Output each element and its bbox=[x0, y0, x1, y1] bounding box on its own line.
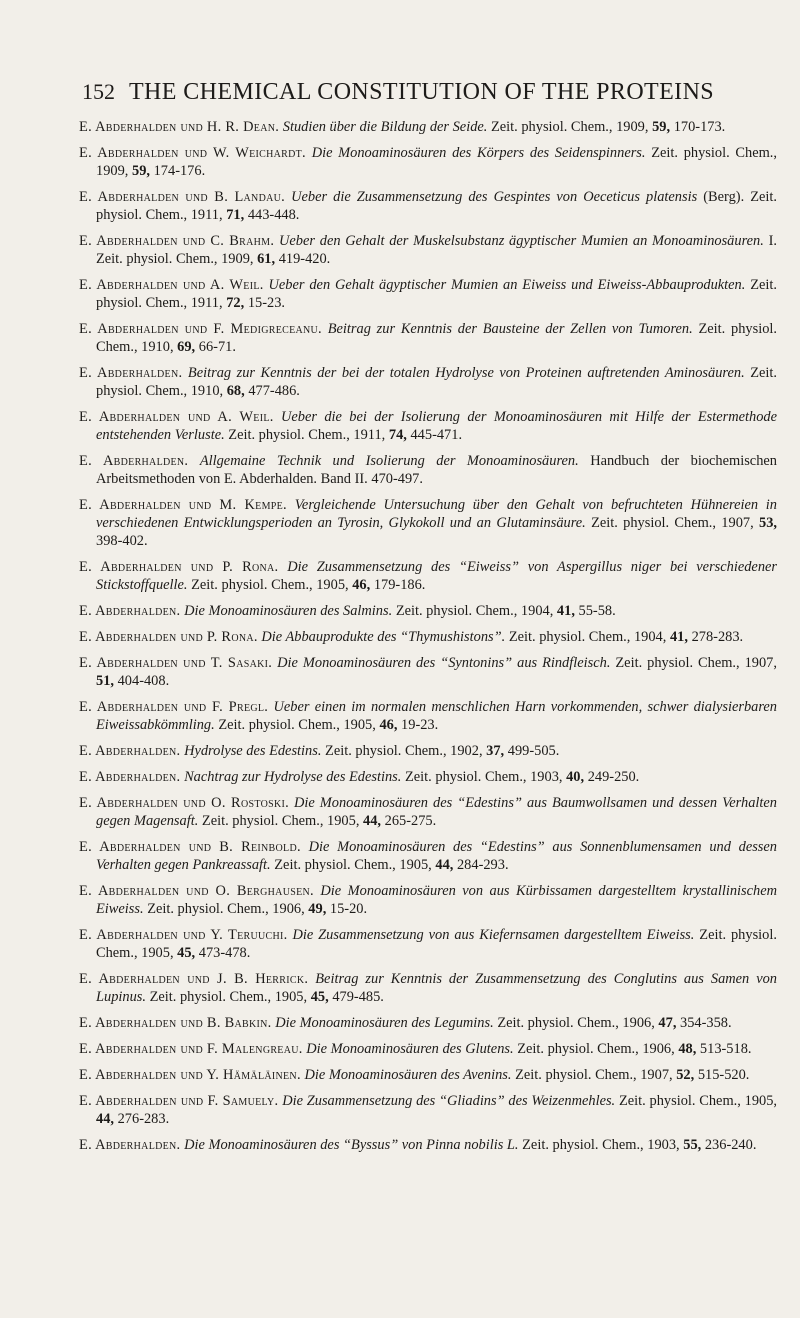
reference-volume: 48, bbox=[678, 1041, 697, 1057]
reference-pages: 515-520. bbox=[697, 1067, 750, 1083]
reference-title: Nachtrag zur Hydrolyse des Edestins. bbox=[184, 769, 402, 785]
reference-pages: 445-471. bbox=[410, 427, 463, 443]
reference-authors: E. Abderhalden und B. Landau. bbox=[79, 189, 286, 205]
reference-volume: 61, bbox=[257, 251, 276, 267]
reference-authors: E. Abderhalden. bbox=[79, 453, 189, 469]
reference-volume: 44, bbox=[435, 857, 454, 873]
reference-entry bbox=[79, 276, 777, 312]
reference-volume: 53, bbox=[759, 515, 777, 531]
reference-entry bbox=[79, 1092, 777, 1128]
reference-authors: E. Abderhalden und Y. Teruuchi. bbox=[79, 927, 288, 943]
reference-entry bbox=[79, 1014, 777, 1032]
reference-title: Ueber den Gehalt ägyptischer Mumien an Eiweiss und Eiweiss-Abbauprodukten. bbox=[268, 277, 746, 293]
reference-volume: 71, bbox=[226, 207, 245, 223]
reference-title: Die Monoaminosäuren des “Byssus” von Pinna nobilis L. bbox=[184, 1137, 519, 1153]
reference-pages: 398-402. bbox=[96, 533, 148, 549]
reference-authors: E. Abderhalden. bbox=[79, 743, 181, 759]
reference-entry bbox=[79, 882, 777, 918]
reference-volume: 59, bbox=[652, 119, 671, 135]
reference-title: Allgemaine Technik und Isolierung der Monoaminosäuren. bbox=[199, 453, 579, 469]
reference-journal: Zeit. physiol. Chem., 1910, bbox=[96, 365, 777, 399]
reference-journal: Zeit. physiol. Chem., 1909, bbox=[96, 145, 777, 179]
reference-volume: 46, bbox=[352, 577, 371, 593]
reference-entry bbox=[79, 628, 777, 646]
reference-journal: Zeit. physiol. Chem., 1906, bbox=[497, 1015, 655, 1031]
reference-journal: Zeit. physiol. Chem., 1905, bbox=[218, 717, 376, 733]
page-number: 152 bbox=[82, 79, 115, 104]
reference-entry bbox=[79, 364, 777, 400]
reference-authors: E. Abderhalden und F. Samuely. bbox=[79, 1093, 279, 1109]
reference-entry bbox=[79, 654, 777, 690]
reference-journal: Zeit. physiol. Chem., 1905, bbox=[149, 989, 308, 1005]
reference-pages: 419-420. bbox=[278, 251, 331, 267]
reference-journal: Handbuch der biochemischen Arbeitsmethoden von E. Abderhalden. Band II. bbox=[96, 453, 777, 487]
reference-pages: 284-293. bbox=[456, 857, 509, 873]
reference-pages: 170-173. bbox=[673, 119, 726, 135]
reference-authors: E. Abderhalden und P. Rona. bbox=[79, 559, 279, 575]
reference-pages: 470-497. bbox=[371, 471, 423, 487]
reference-volume: 69, bbox=[177, 339, 196, 355]
reference-volume: 41, bbox=[669, 629, 688, 645]
reference-volume: 44, bbox=[96, 1111, 114, 1127]
reference-volume: 68, bbox=[226, 383, 245, 399]
reference-pages: 479-485. bbox=[332, 989, 384, 1005]
reference-title: Vergleichende Untersuchung über den Gehalt von befruchteten Hühnereien in verschiedenen Entwicklungsperioden an Tyrosin, Glykokoll und an Glutaminsäure. bbox=[96, 497, 777, 531]
reference-pages: 236-240. bbox=[704, 1137, 757, 1153]
reference-pages: 66-71. bbox=[198, 339, 236, 355]
reference-journal: Zeit. physiol. Chem., 1905, bbox=[274, 857, 432, 873]
reference-volume: 45, bbox=[310, 989, 329, 1005]
reference-entry bbox=[79, 320, 777, 356]
reference-pages: 477-486. bbox=[248, 383, 300, 399]
reference-journal: Zeit. physiol. Chem., 1905, bbox=[96, 927, 777, 961]
reference-authors: E. Abderhalden und W. Weichardt. bbox=[79, 145, 306, 161]
reference-authors: E. Abderhalden. bbox=[79, 365, 183, 381]
reference-title: Die Zusammensetzung von aus Kiefernsamen dargestelltem Eiweiss. bbox=[292, 927, 695, 943]
reference-authors: E. Abderhalden und Y. Hämäläinen. bbox=[79, 1067, 301, 1083]
reference-title: Hydrolyse des Edestins. bbox=[184, 743, 322, 759]
reference-volume: 72, bbox=[226, 295, 245, 311]
reference-title: Die Monoaminosäuren des Glutens. bbox=[306, 1041, 514, 1057]
reference-authors: E. Abderhalden und H. R. Dean. bbox=[79, 119, 280, 135]
reference-title: Die Zusammensetzung des “Eiweiss” von Aspergillus niger bei verschiedener Stickstoffquelle. bbox=[96, 559, 777, 593]
reference-entry bbox=[79, 188, 777, 224]
reference-entry bbox=[79, 558, 777, 594]
reference-journal: Zeit. physiol. Chem., 1904, bbox=[395, 603, 554, 619]
reference-journal: Zeit. physiol. Chem., 1906, bbox=[517, 1041, 675, 1057]
reference-title: Die Monoaminosäuren des “Edestins” aus Sonnenblumensamen und dessen Verhalten gegen Pankreassaft. bbox=[96, 839, 777, 873]
reference-entry bbox=[79, 794, 777, 830]
reference-title: Die Monoaminosäuren des Salmins. bbox=[184, 603, 393, 619]
reference-title: Die Abbauprodukte des “Thymushistons”. bbox=[261, 629, 506, 645]
reference-entry bbox=[79, 602, 777, 620]
reference-volume: 37, bbox=[486, 743, 505, 759]
reference-title: Ueber den Gehalt der Muskelsubstanz ägyptischer Mumien an Monoaminosäuren. bbox=[279, 233, 764, 249]
reference-title: Ueber einen im normalen menschlichen Harn vorkommenden, schwer dialysierbaren Eiweissabkömmling. bbox=[96, 699, 777, 733]
reference-authors: E. Abderhalden und O. Rostoski. bbox=[79, 795, 289, 811]
reference-pages: 15-23. bbox=[247, 295, 285, 311]
reference-journal: (Berg). Zeit. physiol. Chem., 1911, bbox=[96, 189, 777, 223]
reference-entry bbox=[79, 742, 777, 760]
reference-pages: 174-176. bbox=[153, 163, 206, 179]
reference-journal: Zeit. physiol. Chem., 1907, bbox=[515, 1067, 673, 1083]
reference-authors: E. Abderhalden und B. Reinbold. bbox=[79, 839, 301, 855]
reference-title: Die Zusammensetzung des “Gliadins” des Weizenmehles. bbox=[282, 1093, 616, 1109]
reference-pages: 179-186. bbox=[373, 577, 426, 593]
reference-list bbox=[79, 118, 777, 1162]
reference-pages: 404-408. bbox=[117, 673, 170, 689]
reference-entry bbox=[79, 838, 777, 874]
reference-journal: Zeit. physiol. Chem., 1907, bbox=[615, 655, 777, 671]
reference-pages: 265-275. bbox=[384, 813, 437, 829]
reference-journal: Zeit. physiol. Chem., 1902, bbox=[325, 743, 483, 759]
reference-pages: 499-505. bbox=[507, 743, 560, 759]
reference-authors: E. Abderhalden und O. Berghausen. bbox=[79, 883, 314, 899]
reference-journal: Zeit. physiol. Chem., 1907, bbox=[591, 515, 754, 531]
reference-authors: E. Abderhalden und F. Medigreceanu. bbox=[79, 321, 322, 337]
reference-title: Beitrag zur Kenntnis der Bausteine der Zellen von Tumoren. bbox=[327, 321, 693, 337]
reference-authors: E. Abderhalden und A. Weil. bbox=[79, 277, 264, 293]
reference-entry bbox=[79, 1040, 777, 1058]
reference-volume: 51, bbox=[96, 673, 114, 689]
reference-volume: 52, bbox=[676, 1067, 695, 1083]
reference-entry bbox=[79, 232, 777, 268]
reference-pages: 443-448. bbox=[247, 207, 300, 223]
reference-volume: 74, bbox=[388, 427, 407, 443]
reference-pages: 278-283. bbox=[691, 629, 744, 645]
reference-entry bbox=[79, 1136, 777, 1154]
reference-volume: 46, bbox=[379, 717, 398, 733]
reference-pages: 19-23. bbox=[401, 717, 439, 733]
reference-authors: E. Abderhalden und F. Pregl. bbox=[79, 699, 269, 715]
reference-authors: E. Abderhalden und J. B. Herrick. bbox=[79, 971, 309, 987]
reference-entry bbox=[79, 926, 777, 962]
reference-title: Die Monoaminosäuren des “Syntonins” aus Rindfleisch. bbox=[277, 655, 611, 671]
reference-volume: 47, bbox=[658, 1015, 677, 1031]
reference-volume: 40, bbox=[566, 769, 585, 785]
reference-entry bbox=[79, 118, 777, 136]
reference-entry bbox=[79, 698, 777, 734]
reference-pages: 354-358. bbox=[680, 1015, 732, 1031]
reference-entry bbox=[79, 768, 777, 786]
reference-title: Die Monoaminosäuren des Legumins. bbox=[275, 1015, 494, 1031]
reference-title: Die Monoaminosäuren des “Edestins” aus Baumwollsamen und dessen Verhalten gegen Magensaft. bbox=[96, 795, 777, 829]
reference-journal: Zeit. physiol. Chem., 1905, bbox=[201, 813, 360, 829]
reference-volume: 41, bbox=[556, 603, 575, 619]
reference-pages: 473-478. bbox=[198, 945, 251, 961]
running-title: THE CHEMICAL CONSTITUTION OF THE PROTEINS bbox=[129, 79, 715, 105]
reference-journal: Zeit. physiol. Chem., 1903, bbox=[405, 769, 563, 785]
reference-volume: 45, bbox=[177, 945, 196, 961]
reference-journal: Zeit. physiol. Chem., 1905, bbox=[618, 1093, 777, 1109]
reference-entry bbox=[79, 496, 777, 550]
reference-pages: 55-58. bbox=[578, 603, 616, 619]
reference-title: Beitrag zur Kenntnis der Zusammensetzung des Conglutins aus Samen von Lupinus. bbox=[96, 971, 777, 1005]
reference-entry bbox=[79, 970, 777, 1006]
reference-title: Beitrag zur Kenntnis der bei der totalen Hydrolyse von Proteinen auftretenden Aminosäuren. bbox=[187, 365, 745, 381]
reference-journal: Zeit. physiol. Chem., 1911, bbox=[228, 427, 386, 443]
page-header bbox=[82, 78, 772, 109]
reference-authors: E. Abderhalden und T. Sasaki. bbox=[79, 655, 273, 671]
reference-entry bbox=[79, 452, 777, 488]
reference-authors: E. Abderhalden. bbox=[79, 1137, 181, 1153]
reference-journal: Zeit. physiol. Chem., 1904, bbox=[508, 629, 667, 645]
reference-authors: E. Abderhalden und M. Kempe. bbox=[79, 497, 287, 513]
reference-authors: E. Abderhalden. bbox=[79, 603, 181, 619]
reference-journal: Zeit. physiol. Chem., 1911, bbox=[96, 277, 778, 311]
reference-journal: Zeit. physiol. Chem., 1906, bbox=[147, 901, 305, 917]
reference-title: Ueber die Zusammensetzung des Gespintes von Oeceticus platensis bbox=[291, 189, 698, 205]
reference-entry bbox=[79, 408, 777, 444]
reference-title: Die Monoaminosäuren des Avenins. bbox=[304, 1067, 512, 1083]
reference-pages: 249-250. bbox=[587, 769, 640, 785]
reference-authors: E. Abderhalden und C. Brahm. bbox=[79, 233, 275, 249]
reference-pages: 15-20. bbox=[329, 901, 368, 917]
reference-title: Die Monoaminosäuren von aus Kürbissamen dargestelltem krystallinischem Eiweiss. bbox=[96, 883, 777, 917]
reference-authors: E. Abderhalden und F. Malengreau. bbox=[79, 1041, 303, 1057]
reference-volume: 59, bbox=[132, 163, 150, 179]
reference-pages: 276-283. bbox=[117, 1111, 170, 1127]
reference-journal: Zeit. physiol. Chem., 1909, bbox=[490, 119, 649, 135]
reference-journal: Zeit. physiol. Chem., 1903, bbox=[522, 1137, 680, 1153]
reference-entry bbox=[79, 144, 777, 180]
reference-pages: 513-518. bbox=[699, 1041, 752, 1057]
reference-authors: E. Abderhalden und P. Rona. bbox=[79, 629, 258, 645]
reference-journal: Zeit. physiol. Chem., 1905, bbox=[191, 577, 349, 593]
reference-journal: Zeit. physiol. Chem., 1910, bbox=[96, 321, 777, 355]
reference-volume: 44, bbox=[363, 813, 382, 829]
reference-entry bbox=[79, 1066, 777, 1084]
reference-title: Studien über die Bildung der Seide. bbox=[282, 119, 488, 135]
reference-authors: E. Abderhalden. bbox=[79, 769, 181, 785]
reference-authors: E. Abderhalden und B. Babkin. bbox=[79, 1015, 272, 1031]
reference-volume: 55, bbox=[683, 1137, 702, 1153]
reference-title: Die Monoaminosäuren des Körpers des Seidenspinners. bbox=[311, 145, 646, 161]
reference-title: Ueber die bei der Isolierung der Monoaminosäuren mit Hilfe der Estermethode entstehenden Verluste. bbox=[96, 409, 777, 443]
reference-journal: I. Zeit. physiol. Chem., 1909, bbox=[96, 233, 777, 267]
reference-authors: E. Abderhalden und A. Weil. bbox=[79, 409, 274, 425]
reference-volume: 49, bbox=[308, 901, 327, 917]
